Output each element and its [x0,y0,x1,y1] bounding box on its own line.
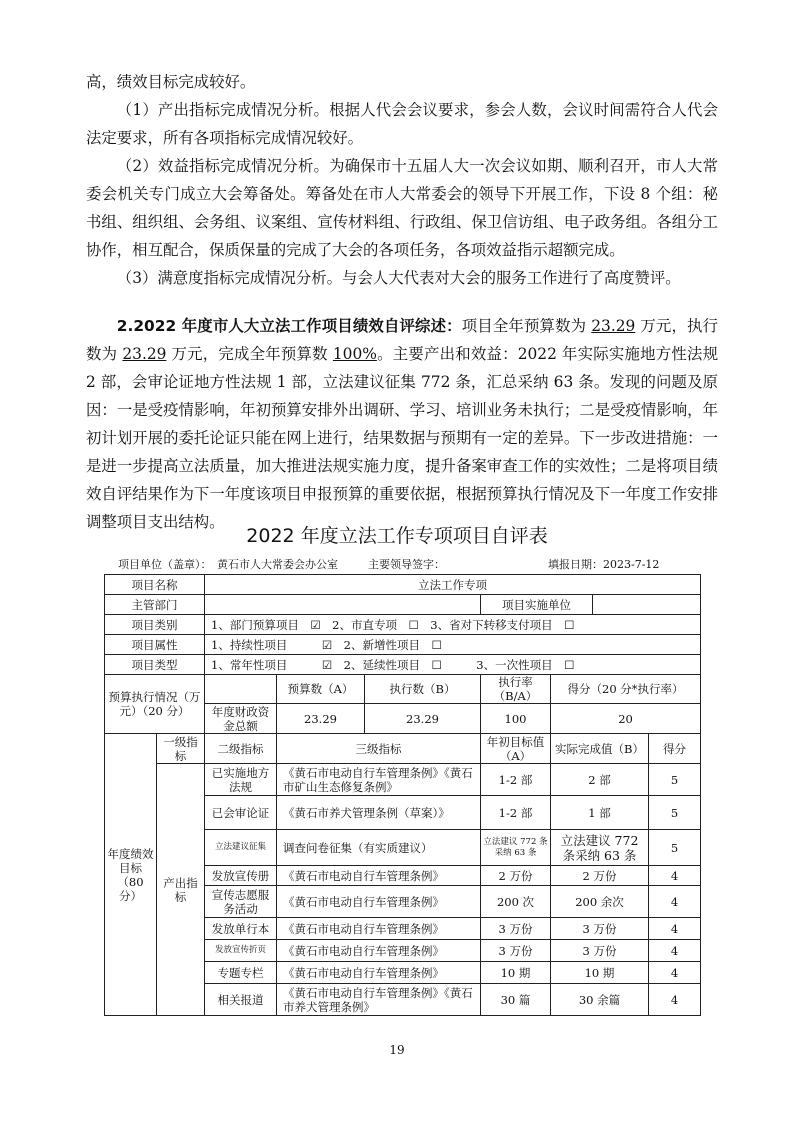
evaluation-table [104,574,701,1016]
row-actual: 1 部 [551,796,649,830]
row-target: 立法建议 772 条采纳 63 条 [481,830,551,866]
category-value: 1、部门预算项目 ☑ 2、市直专项 ☐ 3、省对下转移支付项目 ☐ [205,615,701,635]
project-unit: 项目单位（盖章）： 黄石市人大常委会办公室 [118,558,338,571]
row-level3: 《黄石市养犬管理条例（草案）》 [277,796,481,830]
row-actual: 200 余次 [551,886,649,918]
header-level1: 一级指标 [157,734,205,764]
row-level2: 发放宣传折页 [205,940,277,962]
paragraph-benefit-analysis: （2）效益指标完成情况分析。为确保市十五届人大一次会议如期、顺利召开，市人大常委会机关专门成立大会筹备处。筹备处在市人大常委会的领导下开展工作，下设 8 个组：秘书组、组织组、会务组、议案组、宣传材料组、行政组、保卫信访组、电子政务组。各组分工协作，相互配合，保质保量的完成了大会的各项任务，各项效益指示超额完成。 [86,157,718,259]
summary-rate: 100% [332,345,377,363]
attr-label: 项目属性 [105,635,205,655]
fund-rate: 100 [481,704,551,734]
attr-value: 1、持续性项目 ☑ 2、新增性项目 ☐ [205,635,701,655]
budget-section-label: 预算执行情况（万元）（20 分） [105,675,205,734]
summary-text-1: 项目全年预算数为 [461,317,592,335]
header-level2: 二级指标 [205,734,277,764]
summary-text-3: 万元，完成全年预算数 [166,345,333,363]
row-score: 4 [649,962,701,984]
row-level2: 已会审论证 [205,796,277,830]
row-level3: 《黄石市电动自行车管理条例》 [277,962,481,984]
row-score: 4 [649,940,701,962]
paragraph-satisfaction-analysis: （3）满意度指标完成情况分析。与会人大代表对大会的服务工作进行了高度赞评。 [116,269,681,287]
row-score: 4 [649,886,701,918]
impl-value [593,595,701,615]
paragraph-output-analysis: （1）产出指标完成情况分析。根据人代会会议要求，参会人数，会议时间需符合人代会法定要求，所有各项指标完成情况较好。 [86,101,718,147]
budget-header-blank [205,675,277,704]
row-level3: 调查问卷征集（有实质建议） [277,830,481,866]
summary-text-4: 。主要产出和效益：2022 年实际实施地方性法规 2 部，会审论证地方性法规 1 部，立法建议征集 772 条，汇总采纳 63 条。发现的问题及原因：一是受疫情影响，年初预算安排外出调研、学习、培训业务未执行；二是受疫情影响，年初计划开展的委托论证只能在网上进行，结果数据与预期有一定的差异。下一步改进措施：一是进一步提高立法质量，加大推进法规实施力度，提升备案审查工作的实效性；二是将项目绩效自评结果作为下一年度该项目申报预算的重要依据，根据预算执行情况及下一年度工作安排调整项目支出结构。 [86,345,718,531]
summary-budget: 23.29 [591,317,636,335]
header-actual: 实际完成值（B） [551,734,649,764]
row-target: 2 万份 [481,866,551,886]
name-value: 立法工作专项 [205,575,701,595]
table-title: 2022 年度立法工作专项项目自评表 [246,525,548,547]
row-level3: 《黄石市电动自行车管理条例》《黄石市矿山生态修复条例》 [277,764,481,796]
row-level3: 《黄石市电动自行车管理条例》 [277,940,481,962]
row-actual: 30 余篇 [551,984,649,1016]
type-value: 1、常年性项目 ☑ 2、延续性项目 ☐ 3、一次性项目 ☐ [205,655,701,675]
header-score: 得分（20 分*执行率） [551,675,701,704]
goal-section-label: 年度绩效目标（80 分） [105,734,157,1016]
row-actual: 2 万份 [551,866,649,886]
header-points: 得分 [649,734,701,764]
row-level2: 发放宣传册 [205,866,277,886]
row-score: 5 [649,764,701,796]
row-level3: 《黄石市电动自行车管理条例》 [277,918,481,940]
row-level2: 宣传志愿服务活动 [205,886,277,918]
impl-label: 项目实施单位 [481,595,593,615]
row-target: 3 万份 [481,940,551,962]
row-level2: 发放单行本 [205,918,277,940]
row-level3: 《黄石市电动自行车管理条例》《黄石市养犬管理条例》 [277,984,481,1016]
leader-signature: 主要领导签字： [368,558,445,571]
dept-label: 主管部门 [105,595,205,615]
type-label: 项目类型 [105,655,205,675]
row-score: 5 [649,796,701,830]
summary-text-2: 万元，执行数为 [86,317,718,363]
header-rate: 执行率（B/A） [481,675,551,704]
row-score: 5 [649,830,701,866]
row-target: 1-2 部 [481,764,551,796]
row-level2: 相关报道 [205,984,277,1016]
row-target: 200 次 [481,886,551,918]
page-number: 19 [389,1043,405,1057]
header-level3: 三级指标 [277,734,481,764]
row-level2: 已实施地方法规 [205,764,277,796]
fill-date: 填报日期：2023-7-12 [548,558,660,571]
fund-exec: 23.29 [365,704,481,734]
row-target: 3 万份 [481,918,551,940]
row-score: 4 [649,866,701,886]
section-heading: 2.2022 年度市人大立法工作项目绩效自评综述： [116,317,462,335]
name-label: 项目名称 [105,575,205,595]
row-actual: 立法建议 772 条采纳 63 条 [551,830,649,866]
summary-exec: 23.29 [122,345,167,363]
row-score: 4 [649,984,701,1016]
category-label: 项目类别 [105,615,205,635]
row-level3: 《黄石市电动自行车管理条例》 [277,886,481,918]
paragraph-legislation-summary [86,312,718,536]
row-actual: 3 万份 [551,940,649,962]
row-level2: 立法建议征集 [205,830,277,866]
fund-label: 年度财政资金总额 [205,704,277,734]
row-score: 4 [649,918,701,940]
header-target: 年初目标值（A） [481,734,551,764]
row-target: 1-2 部 [481,796,551,830]
fund-budget: 23.29 [277,704,365,734]
row-actual: 2 部 [551,764,649,796]
row-actual: 10 期 [551,962,649,984]
row-target: 10 期 [481,962,551,984]
row-actual: 3 万份 [551,918,649,940]
row-level2: 专题专栏 [205,962,277,984]
output-indicator-label: 产出指标 [157,764,205,1016]
row-target: 30 篇 [481,984,551,1016]
row-level3: 《黄石市电动自行车管理条例》 [277,866,481,886]
header-exec: 执行数（B） [365,675,481,704]
dept-value [205,595,481,615]
paragraph-conclusion: 高，绩效目标完成较好。 [86,73,256,91]
header-budget: 预算数（A） [277,675,365,704]
fund-score: 20 [551,704,701,734]
